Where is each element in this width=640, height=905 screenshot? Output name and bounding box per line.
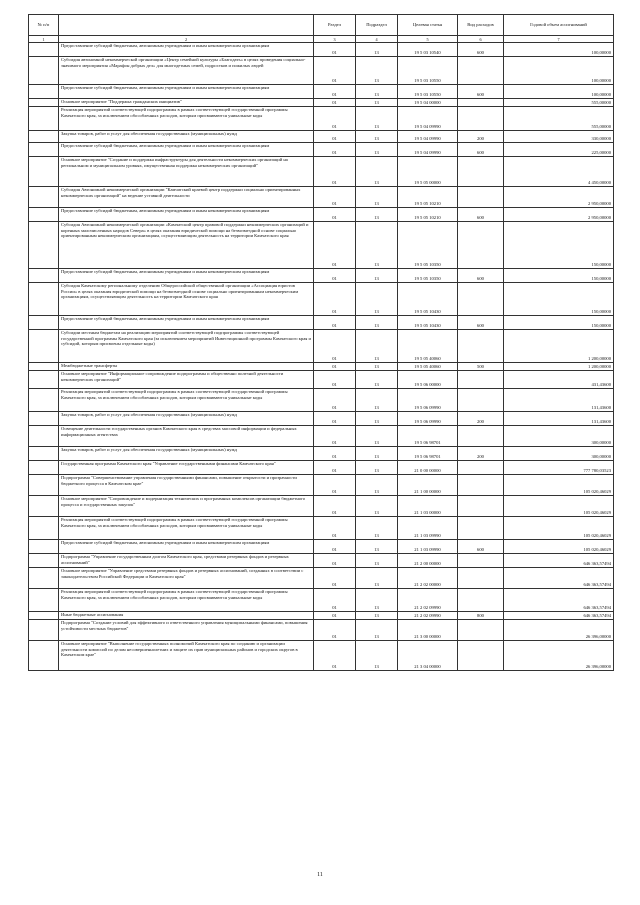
- row-article: 21 2 02 09990: [398, 612, 458, 620]
- column-number: 7: [504, 36, 614, 43]
- row-section: 01: [314, 475, 356, 496]
- row-amount: 431,43600: [504, 371, 614, 389]
- row-article: 19 5 05 10350: [398, 222, 458, 269]
- row-subsection: 13: [356, 554, 398, 568]
- row-section: 01: [314, 99, 356, 107]
- num-cell: [29, 426, 59, 447]
- row-name: Субсидии местным бюджетам на реализацию мероприятий соответствующей подпрограммы соответствующей государственной программы Камчатского края (за исключением мероприятий Инвестиционной программы Камчатского края и субсидий, которым присвоены отдельные коды): [59, 330, 314, 363]
- row-name: Реализация мероприятий соответствующей подпрограммы в рамках соответствующей государственной программы Камчатского края, за исключением обособленных расходов, которым присваиваются уникальные коды: [59, 389, 314, 412]
- row-amount: 300,00000: [504, 426, 614, 447]
- row-subsection: 13: [356, 496, 398, 517]
- row-section: 01: [314, 316, 356, 330]
- table-row: [29, 426, 614, 447]
- row-amount: 100,00000: [504, 43, 614, 57]
- row-section: 01: [314, 447, 356, 461]
- num-cell: [29, 57, 59, 85]
- row-article: 19 5 05 10210: [398, 187, 458, 208]
- row-amount: 646 363,57494: [504, 554, 614, 568]
- row-subsection: 13: [356, 131, 398, 143]
- header-section: Раздел: [314, 15, 356, 36]
- row-section: 01: [314, 412, 356, 426]
- row-amount: 2 950,00000: [504, 208, 614, 222]
- row-section: 01: [314, 426, 356, 447]
- row-expense-type: 500: [458, 363, 504, 371]
- row-expense-type: [458, 389, 504, 412]
- table-row: [29, 612, 614, 620]
- column-number: 3: [314, 36, 356, 43]
- num-cell: [29, 43, 59, 57]
- row-expense-type: 600: [458, 540, 504, 554]
- row-amount: 105 020,46029: [504, 475, 614, 496]
- row-name: Основное мероприятие "Создание и поддержка инфраструктуры для деятельности некоммерческих организаций на региональном и муниципальном уровнях, имущественная поддержка некоммерческих организаций": [59, 157, 314, 187]
- row-section: 01: [314, 589, 356, 612]
- row-name: Предоставление субсидий бюджетным, автономным учреждениям и иным некоммерческим организациям: [59, 540, 314, 554]
- row-amount: 1 200,00000: [504, 330, 614, 363]
- table-row: [29, 461, 614, 475]
- row-article: 19 5 05 10430: [398, 283, 458, 316]
- row-section: 01: [314, 57, 356, 85]
- row-name: Основное мероприятие "Выполнение государственных полномочий Камчатского края по созданию и организации деятельности комиссий по делам несовершеннолетних и защите их прав муниципальных районов и городских округов в Камчатском крае": [59, 641, 314, 671]
- row-amount: 150,00000: [504, 222, 614, 269]
- num-cell: [29, 363, 59, 371]
- row-expense-type: [458, 157, 504, 187]
- num-cell: [29, 269, 59, 283]
- row-expense-type: [458, 99, 504, 107]
- row-subsection: 13: [356, 426, 398, 447]
- row-article: 19 5 04 00000: [398, 99, 458, 107]
- num-cell: [29, 131, 59, 143]
- row-name: Предоставление субсидий бюджетным, автономным учреждениям и иным некоммерческим организациям: [59, 143, 314, 157]
- row-section: 01: [314, 568, 356, 589]
- num-cell: [29, 389, 59, 412]
- row-section: 01: [314, 612, 356, 620]
- row-subsection: 13: [356, 620, 398, 641]
- row-section: 01: [314, 461, 356, 475]
- page-number: 11: [317, 872, 323, 878]
- row-expense-type: [458, 187, 504, 208]
- table-header-row: [29, 15, 614, 36]
- table-body: [29, 43, 614, 671]
- row-section: 01: [314, 641, 356, 671]
- row-article: 21 2 02 00000: [398, 568, 458, 589]
- row-expense-type: [458, 568, 504, 589]
- column-number: 5: [398, 36, 458, 43]
- row-section: 01: [314, 496, 356, 517]
- row-subsection: 13: [356, 517, 398, 540]
- row-article: 19 5 04 09990: [398, 131, 458, 143]
- num-cell: [29, 475, 59, 496]
- row-name: Основное мероприятие "Сопровождение и модернизация технических и программных комплексов организации бюджетного процесса и государственных закупок": [59, 496, 314, 517]
- row-section: 01: [314, 43, 356, 57]
- row-subsection: 13: [356, 85, 398, 99]
- row-article: 21 3 04 00000: [398, 641, 458, 671]
- num-cell: [29, 157, 59, 187]
- budget-allocation-table: [28, 14, 614, 671]
- num-cell: [29, 143, 59, 157]
- row-section: 01: [314, 371, 356, 389]
- row-section: 01: [314, 540, 356, 554]
- row-name: Предоставление субсидий бюджетным, автономным учреждениям и иным некоммерческим организациям: [59, 269, 314, 283]
- row-subsection: 13: [356, 371, 398, 389]
- table-row: [29, 496, 614, 517]
- num-cell: [29, 208, 59, 222]
- row-section: 01: [314, 389, 356, 412]
- table-row: [29, 363, 614, 371]
- row-subsection: 13: [356, 389, 398, 412]
- row-expense-type: 200: [458, 412, 504, 426]
- row-article: 21 3 00 00000: [398, 620, 458, 641]
- row-subsection: 13: [356, 143, 398, 157]
- row-subsection: 13: [356, 330, 398, 363]
- num-cell: [29, 612, 59, 620]
- column-numbers-row: [29, 36, 614, 43]
- row-amount: 2 950,00000: [504, 187, 614, 208]
- row-subsection: 13: [356, 43, 398, 57]
- row-amount: 555,00000: [504, 107, 614, 131]
- num-cell: [29, 330, 59, 363]
- row-amount: 105 020,46029: [504, 517, 614, 540]
- row-subsection: 13: [356, 57, 398, 85]
- header-number: № п/п: [29, 15, 59, 36]
- header-annual-volume: Годовой объем ассигнований: [504, 15, 614, 36]
- row-name: Основное мероприятие "Информационное сопровождение подпрограммы и общественно полезной деятельности некоммерческих организаций": [59, 371, 314, 389]
- row-article: 19 5 03 10550: [398, 85, 458, 99]
- row-amount: 1 200,00000: [504, 363, 614, 371]
- table-row: [29, 447, 614, 461]
- row-section: 01: [314, 143, 356, 157]
- num-cell: [29, 222, 59, 269]
- row-name: Предоставление субсидий бюджетным, автономным учреждениям и иным некоммерческим организациям: [59, 316, 314, 330]
- row-expense-type: [458, 330, 504, 363]
- row-expense-type: [458, 641, 504, 671]
- row-article: 21 1 00 00000: [398, 475, 458, 496]
- num-cell: [29, 85, 59, 99]
- row-amount: 105 020,46029: [504, 540, 614, 554]
- row-section: 01: [314, 157, 356, 187]
- num-cell: [29, 517, 59, 540]
- table-row: [29, 517, 614, 540]
- row-amount: 105 020,46029: [504, 496, 614, 517]
- row-article: 19 5 04 09990: [398, 107, 458, 131]
- row-amount: 646 363,57494: [504, 612, 614, 620]
- table-row: [29, 187, 614, 208]
- row-article: 19 5 05 10430: [398, 316, 458, 330]
- row-amount: 100,00000: [504, 57, 614, 85]
- table-row: [29, 475, 614, 496]
- row-expense-type: [458, 371, 504, 389]
- row-subsection: 13: [356, 107, 398, 131]
- num-cell: [29, 412, 59, 426]
- row-subsection: 13: [356, 316, 398, 330]
- table-row: [29, 222, 614, 269]
- row-amount: 150,00000: [504, 283, 614, 316]
- row-name: Иные бюджетные ассигнования: [59, 612, 314, 620]
- table-row: [29, 330, 614, 363]
- column-number: 6: [458, 36, 504, 43]
- row-name: Реализация мероприятий соответствующей подпрограммы в рамках соответствующей государственной программы Камчатского края, за исключением обособленных расходов, которым присваиваются уникальные коды: [59, 589, 314, 612]
- row-subsection: 13: [356, 641, 398, 671]
- row-expense-type: [458, 475, 504, 496]
- num-cell: [29, 554, 59, 568]
- row-expense-type: 200: [458, 447, 504, 461]
- row-expense-type: [458, 517, 504, 540]
- row-subsection: 13: [356, 187, 398, 208]
- row-article: 19 5 06 09990: [398, 412, 458, 426]
- row-subsection: 13: [356, 412, 398, 426]
- header-subsection: Подраздел: [356, 15, 398, 36]
- row-article: 19 5 05 40060: [398, 330, 458, 363]
- row-article: 21 2 02 09990: [398, 589, 458, 612]
- row-amount: 26 396,00000: [504, 620, 614, 641]
- row-subsection: 13: [356, 612, 398, 620]
- header-article: Целевая статья: [398, 15, 458, 36]
- row-expense-type: 600: [458, 43, 504, 57]
- row-amount: 150,00000: [504, 316, 614, 330]
- row-article: 19 5 06 00000: [398, 371, 458, 389]
- row-name: Государственная программа Камчатского края "Управление государственными финансами Камчатского края": [59, 461, 314, 475]
- row-name: Освещение деятельности государственных органов Камчатского края в средствах массовой информации и федеральных информационных агентствах: [59, 426, 314, 447]
- row-amount: 150,00000: [504, 269, 614, 283]
- num-cell: [29, 461, 59, 475]
- row-expense-type: [458, 57, 504, 85]
- table-row: [29, 283, 614, 316]
- header-expense-type: Вид расходов: [458, 15, 504, 36]
- row-article: 19 5 05 00000: [398, 157, 458, 187]
- row-article: 19 5 06 98701: [398, 426, 458, 447]
- row-expense-type: 600: [458, 208, 504, 222]
- row-subsection: 13: [356, 269, 398, 283]
- row-amount: 131,43600: [504, 412, 614, 426]
- row-section: 01: [314, 107, 356, 131]
- row-amount: 330,00000: [504, 131, 614, 143]
- row-article: 21 2 00 00000: [398, 554, 458, 568]
- row-article: 19 5 05 10350: [398, 269, 458, 283]
- row-name: Основное мероприятие "Управление средствами резервных фондов и резервных ассигнований, созданных в соответствии с законодательством Российской Федерации и Камчатского края": [59, 568, 314, 589]
- table-row: [29, 412, 614, 426]
- row-amount: 646 363,57494: [504, 568, 614, 589]
- row-expense-type: [458, 426, 504, 447]
- num-cell: [29, 540, 59, 554]
- row-amount: 225,00000: [504, 143, 614, 157]
- table-row: [29, 568, 614, 589]
- table-row: [29, 371, 614, 389]
- row-expense-type: 600: [458, 143, 504, 157]
- num-cell: [29, 620, 59, 641]
- num-cell: [29, 283, 59, 316]
- table-row: [29, 620, 614, 641]
- row-name: Основное мероприятие "Поддержка гражданских инициатив": [59, 99, 314, 107]
- table-row: [29, 57, 614, 85]
- table-row: [29, 107, 614, 131]
- row-name: Межбюджетные трансферты: [59, 363, 314, 371]
- header-name: [59, 15, 314, 36]
- row-expense-type: 800: [458, 612, 504, 620]
- num-cell: [29, 641, 59, 671]
- num-cell: [29, 371, 59, 389]
- row-article: 21 0 00 00000: [398, 461, 458, 475]
- num-cell: [29, 107, 59, 131]
- row-article: 19 5 06 98701: [398, 447, 458, 461]
- row-amount: 300,00000: [504, 447, 614, 461]
- table-row: [29, 143, 614, 157]
- row-article: 19 5 06 09990: [398, 389, 458, 412]
- row-expense-type: [458, 554, 504, 568]
- row-section: 01: [314, 283, 356, 316]
- row-article: 19 5 05 40060: [398, 363, 458, 371]
- row-subsection: 13: [356, 540, 398, 554]
- row-expense-type: [458, 589, 504, 612]
- row-name: Закупка товаров, работ и услуг для обеспечения государственных (муниципальных) нужд: [59, 131, 314, 143]
- table-row: [29, 641, 614, 671]
- row-amount: 646 363,57494: [504, 589, 614, 612]
- row-subsection: 13: [356, 568, 398, 589]
- row-article: 21 1 03 00000: [398, 496, 458, 517]
- row-expense-type: [458, 222, 504, 269]
- row-expense-type: [458, 620, 504, 641]
- row-name: Реализация мероприятий соответствующей подпрограммы в рамках соответствующей государственной программы Камчатского края, за исключением обособленных расходов, которым присваиваются уникальные коды: [59, 517, 314, 540]
- column-number: 4: [356, 36, 398, 43]
- row-section: 01: [314, 620, 356, 641]
- row-subsection: 13: [356, 363, 398, 371]
- row-section: 01: [314, 517, 356, 540]
- table-row: [29, 389, 614, 412]
- row-article: 19 5 04 09990: [398, 143, 458, 157]
- column-number: 1: [29, 36, 59, 43]
- row-name: Предоставление субсидий бюджетным, автономным учреждениям и иным некоммерческим организациям: [59, 85, 314, 99]
- row-name: Закупка товаров, работ и услуг для обеспечения государственных (муниципальных) нужд: [59, 412, 314, 426]
- num-cell: [29, 99, 59, 107]
- num-cell: [29, 589, 59, 612]
- row-subsection: 13: [356, 208, 398, 222]
- row-section: 01: [314, 85, 356, 99]
- row-expense-type: 600: [458, 269, 504, 283]
- row-name: Субсидия Автономной некоммерческой организации «Камчатский центр правовой поддержки некоммерческих организаций и коренных малочисленных народов Севера» в целях оказания юридической помощи на безвозмездной основе социально ориентированным некоммерческим организациям, осуществляющим деятельность на территории Камчатского края: [59, 222, 314, 269]
- row-amount: 131,43600: [504, 389, 614, 412]
- row-expense-type: [458, 461, 504, 475]
- row-article: 21 1 03 09990: [398, 540, 458, 554]
- row-section: 01: [314, 330, 356, 363]
- num-cell: [29, 316, 59, 330]
- row-name: Подпрограмма "Совершенствование управления государственными финансами, повышение открытости и прозрачности бюджетного процесса в Камчатском крае": [59, 475, 314, 496]
- table-row: [29, 589, 614, 612]
- row-section: 01: [314, 187, 356, 208]
- num-cell: [29, 187, 59, 208]
- row-expense-type: 200: [458, 131, 504, 143]
- row-section: 01: [314, 208, 356, 222]
- table-row: [29, 157, 614, 187]
- row-amount: 777 780,03523: [504, 461, 614, 475]
- table-row: [29, 85, 614, 99]
- row-name: Субсидия автономной некоммерческой организации «Центр семейной культуры «Благодать» в целях проведения социально-значимого мероприятия «Марафон добрых дел» для многодетных семей, подростков и пожилых людей: [59, 57, 314, 85]
- row-name: Субсидия Камчатскому региональному отделению Общероссийской общественной организации «Ассоциация юристов России» в целях оказания юридической помощи на безвозмездной основе социально ориентированным некоммерческим организациям, осуществляющим деятельность на территории Камчатского края: [59, 283, 314, 316]
- row-subsection: 13: [356, 461, 398, 475]
- column-number: 2: [59, 36, 314, 43]
- row-name: Предоставление субсидий бюджетным, автономным учреждениям и иным некоммерческим организациям: [59, 43, 314, 57]
- row-article: 19 5 05 10210: [398, 208, 458, 222]
- row-section: 01: [314, 269, 356, 283]
- num-cell: [29, 496, 59, 517]
- row-article: 19 5 03 10540: [398, 43, 458, 57]
- table-row: [29, 131, 614, 143]
- row-expense-type: 600: [458, 316, 504, 330]
- row-section: 01: [314, 554, 356, 568]
- row-name: Подпрограмма "Создание условий для эффективного и ответственного управления муниципальными финансами, повышения устойчивости местных бюджетов": [59, 620, 314, 641]
- row-name: Реализация мероприятий соответствующей подпрограммы в рамках соответствующей государственной программы Камчатского края, за исключением обособленных расходов, которым присваиваются уникальные коды: [59, 107, 314, 131]
- table-row: [29, 99, 614, 107]
- row-name: Предоставление субсидий бюджетным, автономным учреждениям и иным некоммерческим организациям: [59, 208, 314, 222]
- row-name: Подпрограмма "Управление государственным долгом Камчатского края, средствами резервных фондов и резервных ассигнований": [59, 554, 314, 568]
- row-expense-type: 600: [458, 85, 504, 99]
- row-amount: 100,00000: [504, 85, 614, 99]
- row-article: 21 1 03 09990: [398, 517, 458, 540]
- row-subsection: 13: [356, 589, 398, 612]
- row-name: Закупка товаров, работ и услуг для обеспечения государственных (муниципальных) нужд: [59, 447, 314, 461]
- row-subsection: 13: [356, 99, 398, 107]
- table-row: [29, 316, 614, 330]
- row-subsection: 13: [356, 157, 398, 187]
- table-row: [29, 540, 614, 554]
- row-expense-type: [458, 283, 504, 316]
- row-section: 01: [314, 222, 356, 269]
- num-cell: [29, 447, 59, 461]
- row-subsection: 13: [356, 283, 398, 316]
- row-amount: 555,00000: [504, 99, 614, 107]
- row-expense-type: [458, 496, 504, 517]
- table-row: [29, 208, 614, 222]
- row-name: Субсидия Автономной некоммерческой организации "Камчатский краевой центр поддержки социально ориентированных некоммерческих организаций" на ведение уставной деятельности: [59, 187, 314, 208]
- row-subsection: 13: [356, 222, 398, 269]
- num-cell: [29, 568, 59, 589]
- table-row: [29, 269, 614, 283]
- row-section: 01: [314, 363, 356, 371]
- row-expense-type: [458, 107, 504, 131]
- row-amount: 26 396,00000: [504, 641, 614, 671]
- row-subsection: 13: [356, 475, 398, 496]
- row-section: 01: [314, 131, 356, 143]
- table-row: [29, 554, 614, 568]
- row-amount: 4 450,00000: [504, 157, 614, 187]
- row-article: 19 5 03 10550: [398, 57, 458, 85]
- table-row: [29, 43, 614, 57]
- row-subsection: 13: [356, 447, 398, 461]
